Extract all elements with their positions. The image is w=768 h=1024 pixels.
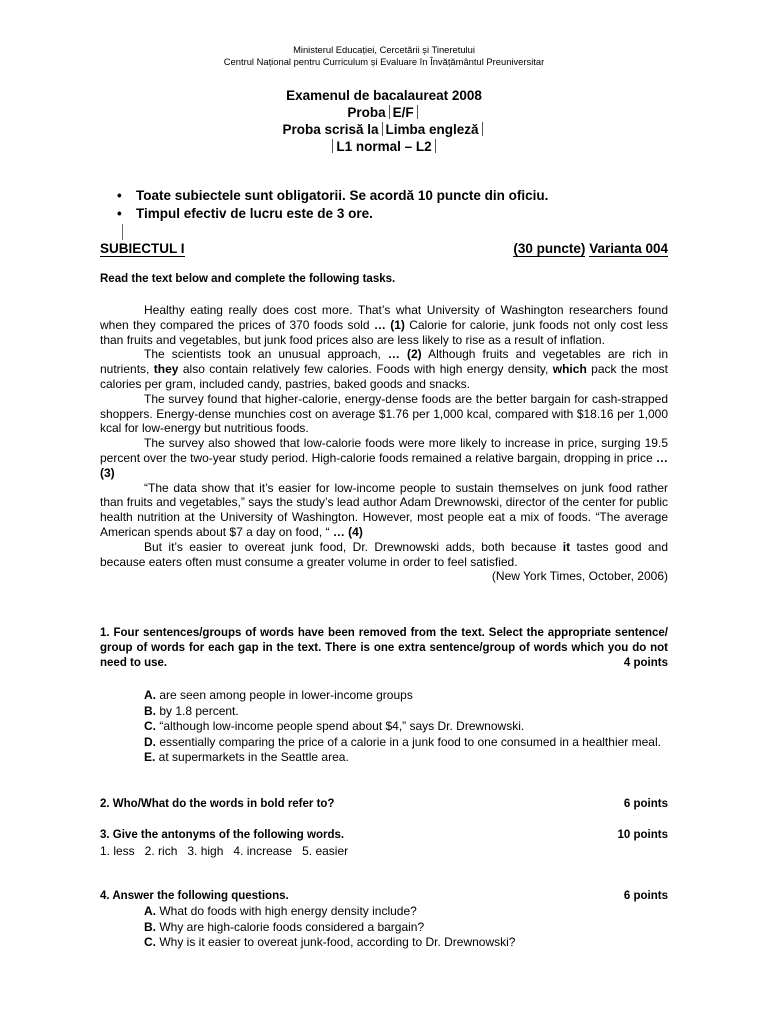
question-3 <box>100 828 668 843</box>
level-line <box>100 138 668 155</box>
instruction: Read the text below and complete the following tasks. <box>100 273 396 285</box>
rule-item: • Timpul efectiv de lucru este de 3 ore. <box>117 206 373 221</box>
subject-line <box>100 121 668 138</box>
question-4-options <box>100 904 668 951</box>
paragraph: The survey found that higher-calorie, energy-dense foods are the better bargain for cash-strapped shoppers. Energy-dense munchies cost on average $1.76 per 1,000 kcal, compared with $18.16 per 1,000 kcal for low-energy but nutritious foods. <box>100 391 668 436</box>
bullet-icon: • <box>117 188 122 203</box>
option-item: A. are seen among people in lower-income groups <box>144 688 413 702</box>
proba-line <box>100 104 668 121</box>
text-cursor <box>122 224 123 240</box>
question-1-text: 1. Four sentences/groups of words have been removed from the text. Select the appropriate sentence/ group of words for each gap in the text. There is one extra sentence/group of words which you do not need to use. <box>100 627 668 669</box>
subject-label: SUBIECTUL I <box>100 241 185 256</box>
question-4-text: 4. Answer the following questions. <box>100 890 289 902</box>
level-text: L1 normal – L2 <box>336 139 432 154</box>
option-item: D. essentially comparing the price of a calorie in a junk food to one consumed in a healthier meal. <box>144 734 661 749</box>
proba-label: Proba <box>347 105 386 120</box>
paragraph: “The data show that it’s easier for low-income people to sustain themselves on junk food rather than fruits and vegetables,” says the study’s lead author Adam Drewnowski, director of the center for public health nutrition at the University of Washington. However, most people eat a mix of foods. “The average American spends about $7 a day on food, “ … (4) <box>100 480 668 539</box>
proba-scrisa-label: Proba scrisă la <box>282 122 379 137</box>
paragraph: But it’s easier to overeat junk food, Dr. Drewnowski adds, both because it tastes good and because eaters often must consume a greater volume in order to feel satisfied. <box>100 539 668 569</box>
center-header: Centrul Național pentru Curriculum și Evaluare în Învățământul Preuniversitar <box>223 56 545 67</box>
rule-item: • Toate subiectele sunt obligatorii. Se acordă 10 puncte din oficiu. <box>117 188 549 203</box>
question-3-text: 3. Give the antonyms of the following words. <box>100 829 345 841</box>
paragraph: The scientists took an unusual approach, … (2) Although fruits and vegetables are rich in nutrients, they also contain relatively few calories. Foods with high energy density, which pack the most calories per gram, included candy, pastries, baked goods and snacks. <box>100 347 669 391</box>
subject-points: (30 puncte) <box>513 241 586 256</box>
proba-value: E/F <box>392 105 414 120</box>
question-1-points: 4 points <box>623 657 668 669</box>
question-1 <box>100 626 668 671</box>
question-3-points: 10 points <box>617 829 668 841</box>
question-2-text: 2. Who/What do the words in bold refer to? <box>100 798 335 810</box>
option-item: E. at supermarkets in the Seattle area. <box>144 750 349 765</box>
bullet-icon: • <box>117 206 122 221</box>
source-citation: (New York Times, October, 2006) <box>491 569 668 584</box>
question-2 <box>100 797 668 812</box>
paragraph: The survey also showed that low-calorie foods were more likely to increase in price, surging 19.5 percent over the two-year study period. High-calorie foods remained a relative bargain, dropping in price … (3) <box>100 436 668 480</box>
exam-rules <box>100 187 668 223</box>
question-2-points: 6 points <box>623 798 668 810</box>
question-1-options <box>100 688 668 766</box>
option-item: A. What do foods with high energy density include? <box>144 904 417 918</box>
subject-heading <box>100 240 668 257</box>
reading-text <box>100 303 668 584</box>
option-item: C. Why is it easier to overeat junk-food, according to Dr. Drewnowski? <box>144 935 516 950</box>
option-item: C. “although low-income people spend about $4,” says Dr. Drewnowski. <box>144 719 525 734</box>
paragraph: Healthy eating really does cost more. That’s what University of Washington researchers found when they compared the prices of 370 foods sold … (1) Calorie for calorie, junk foods not only cost less than fruits and vegetables, but junk food prices also are less likely to rise as a result of inflation. <box>100 303 669 347</box>
question-4 <box>100 889 668 904</box>
question-4-points: 6 points <box>623 890 668 902</box>
option-item: B. Why are high-calorie foods considered a bargain? <box>144 919 425 934</box>
ministry-header: Ministerul Educației, Cercetării și Tineretului <box>293 44 475 55</box>
language-name: Limba engleză <box>385 122 479 137</box>
exam-title: Examenul de bacalaureat 2008 <box>286 88 482 103</box>
option-item: B. by 1.8 percent. <box>144 703 239 718</box>
subject-variant: Varianta 004 <box>589 241 668 256</box>
antonym-words: 1. less 2. rich 3. high 4. increase 5. easier <box>100 844 349 858</box>
